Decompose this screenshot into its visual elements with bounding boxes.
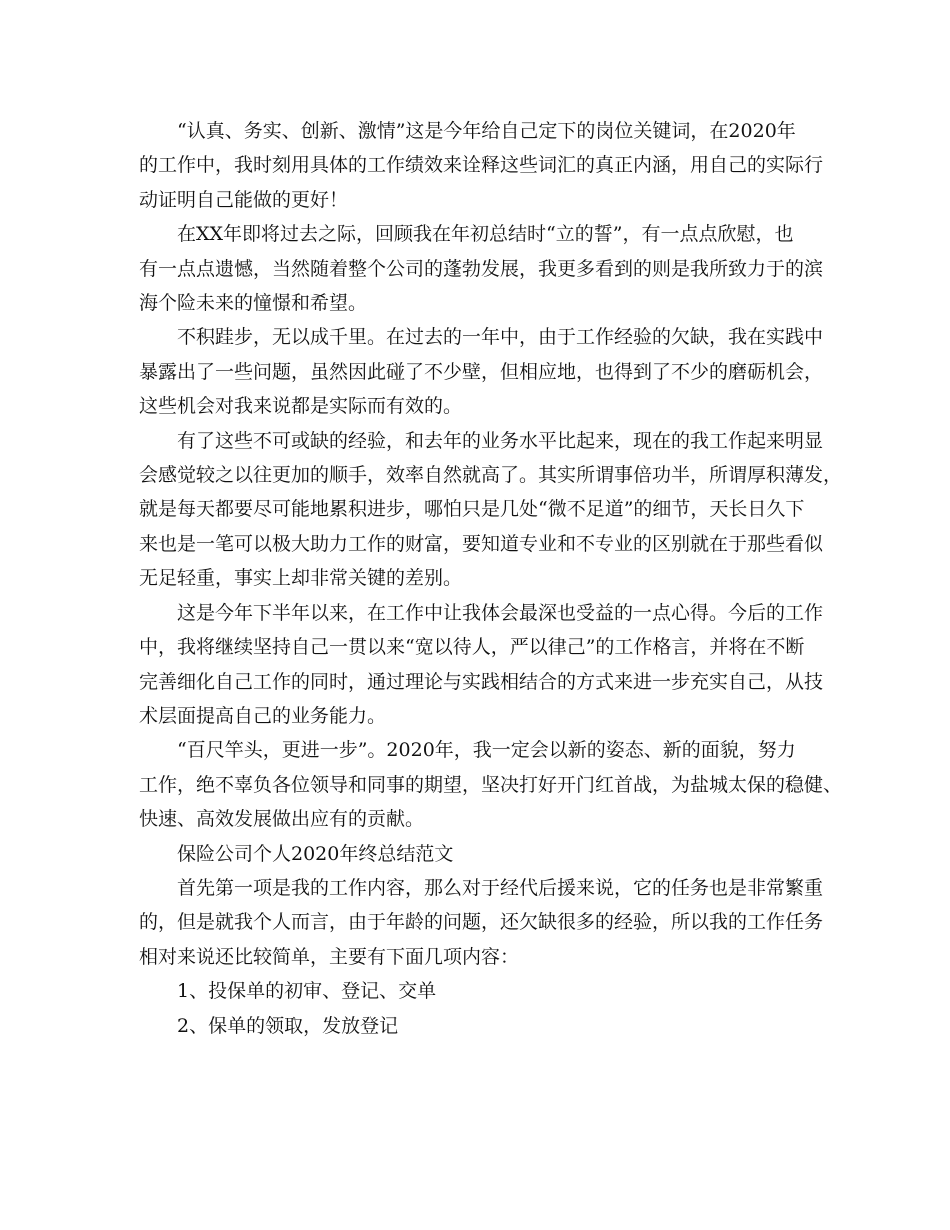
paragraph: [139, 596, 824, 734]
section-heading: [139, 837, 819, 871]
text-line: “百尺竿头，更进一步”。2020年，我一定会以新的姿态、新的面貌，努力: [177, 739, 796, 762]
text-line: 来也是一笔可以极大助力工作的财富，要知道专业和不专业的区别就在于那些看似: [139, 532, 824, 555]
document-body: [139, 114, 843, 1043]
text-line: 2、保单的领取，发放登记: [177, 1014, 399, 1037]
text-line: 相对来说还比较简单，主要有下面几项内容：: [139, 945, 520, 968]
text-line: 就是每天都要尽可能地累积进步，哪怕只是几处“微不足道”的细节，天长日久下: [139, 498, 805, 521]
text-line: 首先第一项是我的工作内容，那么对于经代后援来说，它的任务也是非常繁重: [177, 876, 824, 899]
text-line: 这些机会对我来说都是实际而有效的。: [139, 395, 463, 418]
text-line: 动证明自己能做的更好！: [139, 188, 349, 211]
text-line: 无足轻重，事实上却非常关键的差别。: [139, 567, 463, 590]
paragraph: [139, 217, 824, 320]
text-line: “认真、务实、创新、激情”这是今年给自己定下的岗位关键词，在2020年: [177, 120, 796, 142]
text-line: 完善细化自己工作的同时，通过理论与实践相结合的方式来进一步充实自己，从技: [139, 670, 824, 693]
text-line: 快速、高效发展做出应有的贡献。: [139, 808, 425, 831]
text-line: 中，我将继续坚持自己一贯以来“宽以待人，严以律己”的工作格言，并将在不断: [139, 636, 805, 659]
text-line: 海个险未来的憧憬和希望。: [139, 292, 368, 315]
text-line: 1、投保单的初审、登记、交单: [177, 980, 437, 1003]
text-line: 的工作中，我时刻用具体的工作绩效来诠释这些词汇的真正内涵，用自己的实际行: [139, 154, 824, 177]
text-line: 不积跬步，无以成千里。在过去的一年中，由于工作经验的欠缺，我在实践中: [177, 326, 824, 349]
text-line: 工作，绝不辜负各位领导和同事的期望，坚决打好开门红首战，为盐城太保的稳健、: [139, 773, 843, 796]
text-line: 暴露出了一些问题，虽然因此碰了不少壁，但相应地，也得到了不少的磨砺机会，: [139, 360, 824, 383]
text-line: 的，但是就我个人而言，由于年龄的问题，还欠缺很多的经验，所以我的工作任务: [139, 911, 824, 934]
paragraph: [139, 733, 843, 836]
paragraph: [139, 424, 843, 596]
text-line: 有了这些不可或缺的经验，和去年的业务水平比起来，现在的我工作起来明显: [177, 429, 824, 452]
list-item: [139, 1009, 819, 1043]
text-line: 会感觉较之以往更加的顺手，效率自然就高了。其实所谓事倍功半，所谓厚积薄发，: [139, 464, 843, 487]
text-line: 在XX年即将过去之际，回顾我在年初总结时“立的誓”，有一点点欣慰，也: [177, 223, 794, 246]
text-line: 术层面提高自己的业务能力。: [139, 704, 387, 727]
text-line: 有一点点遗憾，当然随着整个公司的蓬勃发展，我更多看到的则是我所致力于的滨: [139, 257, 824, 280]
paragraph: [139, 320, 824, 423]
paragraph: [139, 114, 824, 217]
text-line: 这是今年下半年以来，在工作中让我体会最深也受益的一点心得。今后的工作: [177, 601, 824, 624]
list-item: [139, 974, 819, 1008]
text-line: 保险公司个人2020年终总结范文: [177, 842, 454, 865]
paragraph: [139, 871, 824, 974]
